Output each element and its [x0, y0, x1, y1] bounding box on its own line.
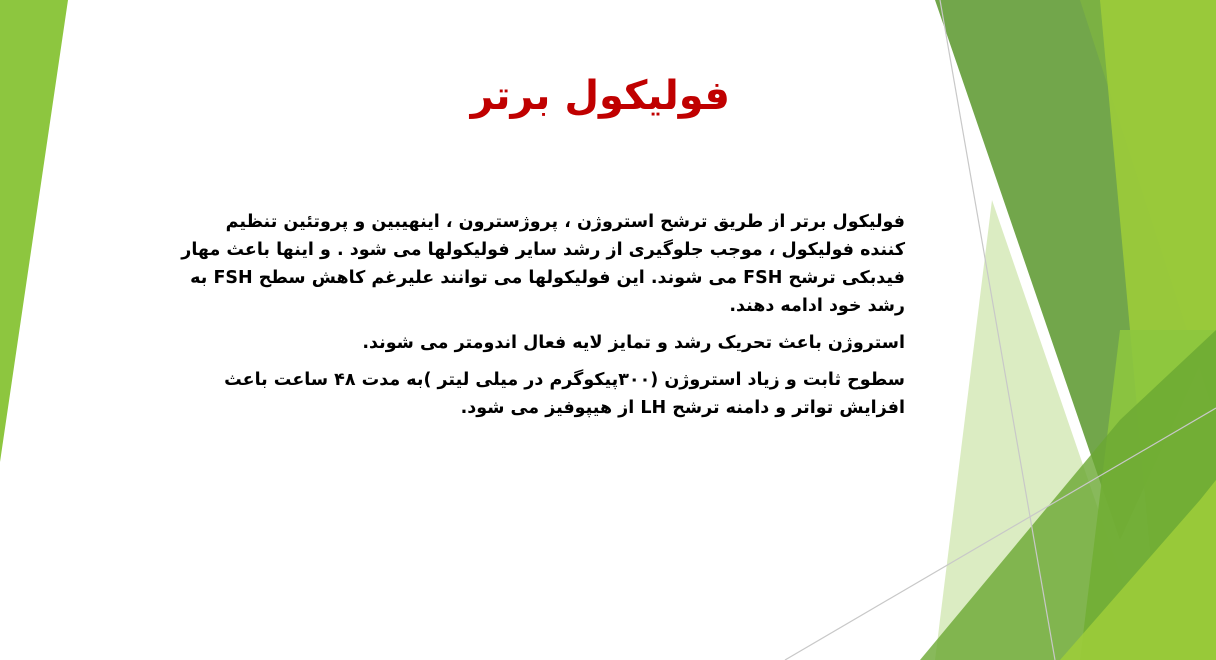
paragraph-lh-surge: سطوح ثابت و زیاد استروژن (۳۰۰پیکوگرم در میلی لیتر )به مدت ۴۸ ساعت باعث افزایش تواتر و دامنه ترشح LH از هیپوفیز می شود. — [224, 370, 905, 418]
paragraph-dominant-follicle: فولیکول برتر از طریق ترشح استروژن ، پروژسترون ، اینهیبین و پروتئین تنظیم کننده فولیکول ، موجب جلوگیری از رشد سایر فولیکولها می شود . و اینها باعث مهار فیدبکی ترشح FSH می شوند. این فولیکولها می توانند علیرغم کاهش سطح FSH به رشد خود ادامه دهند. — [181, 212, 905, 316]
slide-body — [180, 208, 905, 431]
paragraph-estrogen-effect: استروژن باعث تحریک رشد و تمایز لایه فعال اندومتر می شوند. — [362, 333, 905, 353]
left-green-sliver — [0, 0, 68, 462]
slide-title: فولیکول برتر — [470, 73, 730, 119]
